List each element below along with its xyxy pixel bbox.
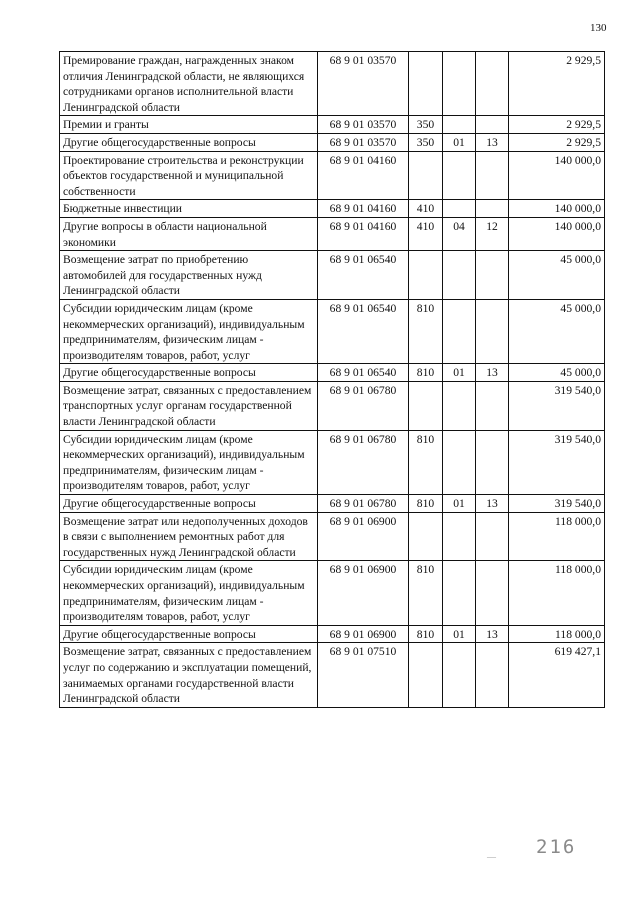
- row-amount-cell: 2 929,5: [509, 116, 605, 134]
- table-row: [60, 52, 605, 116]
- row-section-cell: [443, 151, 476, 200]
- row-name-cell: Другие общегосударственные вопросы: [60, 364, 318, 382]
- row-name-cell: Субсидии юридическим лицам (кроме некоммерческих организаций), индивидуальным предпринимателям, физическим лицам - производителям товаров, работ, услуг: [60, 430, 318, 494]
- row-amount-cell: 45 000,0: [509, 251, 605, 300]
- row-amount-cell: 118 000,0: [509, 512, 605, 561]
- row-code-cell: 68 9 01 04160: [318, 200, 409, 218]
- row-name-cell: Премирование граждан, награжденных знаком отличия Ленинградской области, не являющихся сотрудниками органов исполнительной власти Ленинградской области: [60, 52, 318, 116]
- row-expense-type-cell: [409, 151, 443, 200]
- table-row: [60, 512, 605, 561]
- row-amount-cell: 319 540,0: [509, 430, 605, 494]
- row-expense-type-cell: [409, 251, 443, 300]
- row-code-cell: 68 9 01 07510: [318, 643, 409, 707]
- row-expense-type-cell: 810: [409, 625, 443, 643]
- table-row: [60, 151, 605, 200]
- row-expense-type-cell: 810: [409, 561, 443, 625]
- budget-table-body: [60, 52, 605, 708]
- row-amount-cell: 45 000,0: [509, 364, 605, 382]
- budget-table: [59, 51, 605, 708]
- row-expense-type-cell: 350: [409, 133, 443, 151]
- row-amount-cell: 2 929,5: [509, 52, 605, 116]
- row-expense-type-cell: 410: [409, 200, 443, 218]
- row-name-cell: Возмещение затрат, связанных с предоставлением транспортных услуг органам государственной власти Ленинградской области: [60, 381, 318, 430]
- row-subsection-cell: 13: [476, 495, 509, 513]
- row-subsection-cell: [476, 200, 509, 218]
- row-subsection-cell: [476, 381, 509, 430]
- row-section-cell: [443, 299, 476, 363]
- table-row: [60, 200, 605, 218]
- row-section-cell: 01: [443, 625, 476, 643]
- row-expense-type-cell: 350: [409, 116, 443, 134]
- row-name-cell: Возмещение затрат, связанных с предоставлением услуг по содержанию и эксплуатации помещений, занимаемых органами государственной власти Ленинградской области: [60, 643, 318, 707]
- row-subsection-cell: [476, 512, 509, 561]
- row-section-cell: 01: [443, 495, 476, 513]
- row-subsection-cell: [476, 151, 509, 200]
- row-name-cell: Другие общегосударственные вопросы: [60, 133, 318, 151]
- row-code-cell: 68 9 01 06540: [318, 299, 409, 363]
- row-section-cell: [443, 381, 476, 430]
- table-row: [60, 561, 605, 625]
- row-code-cell: 68 9 01 06780: [318, 495, 409, 513]
- table-row: [60, 217, 605, 250]
- row-section-cell: [443, 200, 476, 218]
- row-section-cell: [443, 116, 476, 134]
- row-expense-type-cell: 810: [409, 430, 443, 494]
- row-expense-type-cell: [409, 643, 443, 707]
- row-amount-cell: 45 000,0: [509, 299, 605, 363]
- row-section-cell: [443, 512, 476, 561]
- row-subsection-cell: [476, 116, 509, 134]
- table-row: [60, 430, 605, 494]
- row-code-cell: 68 9 01 03570: [318, 133, 409, 151]
- row-amount-cell: 2 929,5: [509, 133, 605, 151]
- row-expense-type-cell: 410: [409, 217, 443, 250]
- footer-dash: —: [487, 852, 496, 862]
- row-subsection-cell: 13: [476, 364, 509, 382]
- row-subsection-cell: 13: [476, 133, 509, 151]
- row-subsection-cell: [476, 251, 509, 300]
- row-code-cell: 68 9 01 06780: [318, 430, 409, 494]
- table-row: [60, 364, 605, 382]
- row-expense-type-cell: 810: [409, 495, 443, 513]
- row-section-cell: 01: [443, 364, 476, 382]
- row-name-cell: Другие общегосударственные вопросы: [60, 495, 318, 513]
- row-amount-cell: 619 427,1: [509, 643, 605, 707]
- row-name-cell: Премии и гранты: [60, 116, 318, 134]
- row-name-cell: Возмещение затрат по приобретению автомобилей для государственных нужд Ленинградской области: [60, 251, 318, 300]
- row-expense-type-cell: 810: [409, 364, 443, 382]
- row-section-cell: 04: [443, 217, 476, 250]
- row-code-cell: 68 9 01 03570: [318, 52, 409, 116]
- row-code-cell: 68 9 01 03570: [318, 116, 409, 134]
- row-section-cell: [443, 643, 476, 707]
- row-subsection-cell: [476, 643, 509, 707]
- row-expense-type-cell: 810: [409, 299, 443, 363]
- table-row: [60, 299, 605, 363]
- row-subsection-cell: 13: [476, 625, 509, 643]
- row-subsection-cell: 12: [476, 217, 509, 250]
- row-name-cell: Проектирование строительства и реконструкции объектов государственной и муниципальной собственности: [60, 151, 318, 200]
- row-code-cell: 68 9 01 06900: [318, 512, 409, 561]
- row-name-cell: Другие вопросы в области национальной экономики: [60, 217, 318, 250]
- table-row: [60, 116, 605, 134]
- row-section-cell: [443, 430, 476, 494]
- row-expense-type-cell: [409, 381, 443, 430]
- row-expense-type-cell: [409, 52, 443, 116]
- row-subsection-cell: [476, 430, 509, 494]
- row-amount-cell: 140 000,0: [509, 217, 605, 250]
- row-amount-cell: 140 000,0: [509, 200, 605, 218]
- row-amount-cell: 319 540,0: [509, 495, 605, 513]
- table-row: [60, 251, 605, 300]
- row-code-cell: 68 9 01 04160: [318, 151, 409, 200]
- row-code-cell: 68 9 01 06900: [318, 561, 409, 625]
- row-expense-type-cell: [409, 512, 443, 561]
- row-code-cell: 68 9 01 06540: [318, 251, 409, 300]
- row-subsection-cell: [476, 561, 509, 625]
- table-row: [60, 495, 605, 513]
- row-subsection-cell: [476, 299, 509, 363]
- row-code-cell: 68 9 01 04160: [318, 217, 409, 250]
- table-row: [60, 133, 605, 151]
- row-subsection-cell: [476, 52, 509, 116]
- page-number: 130: [590, 22, 607, 34]
- row-code-cell: 68 9 01 06900: [318, 625, 409, 643]
- row-amount-cell: 140 000,0: [509, 151, 605, 200]
- row-name-cell: Субсидии юридическим лицам (кроме некоммерческих организаций), индивидуальным предпринимателям, физическим лицам - производителям товаров, работ, услуг: [60, 299, 318, 363]
- row-section-cell: [443, 561, 476, 625]
- row-code-cell: 68 9 01 06780: [318, 381, 409, 430]
- row-code-cell: 68 9 01 06540: [318, 364, 409, 382]
- row-amount-cell: 118 000,0: [509, 561, 605, 625]
- row-name-cell: Субсидии юридическим лицам (кроме некоммерческих организаций), индивидуальным предпринимателям, физическим лицам - производителям товаров, работ, услуг: [60, 561, 318, 625]
- row-name-cell: Возмещение затрат или недополученных доходов в связи с выполнением ремонтных работ для государственных нужд Ленинградской области: [60, 512, 318, 561]
- row-section-cell: [443, 251, 476, 300]
- row-section-cell: 01: [443, 133, 476, 151]
- row-amount-cell: 118 000,0: [509, 625, 605, 643]
- handwritten-sheet-number: 216: [536, 836, 577, 858]
- row-name-cell: Бюджетные инвестиции: [60, 200, 318, 218]
- table-row: [60, 381, 605, 430]
- row-amount-cell: 319 540,0: [509, 381, 605, 430]
- table-row: [60, 643, 605, 707]
- table-row: [60, 625, 605, 643]
- row-section-cell: [443, 52, 476, 116]
- row-name-cell: Другие общегосударственные вопросы: [60, 625, 318, 643]
